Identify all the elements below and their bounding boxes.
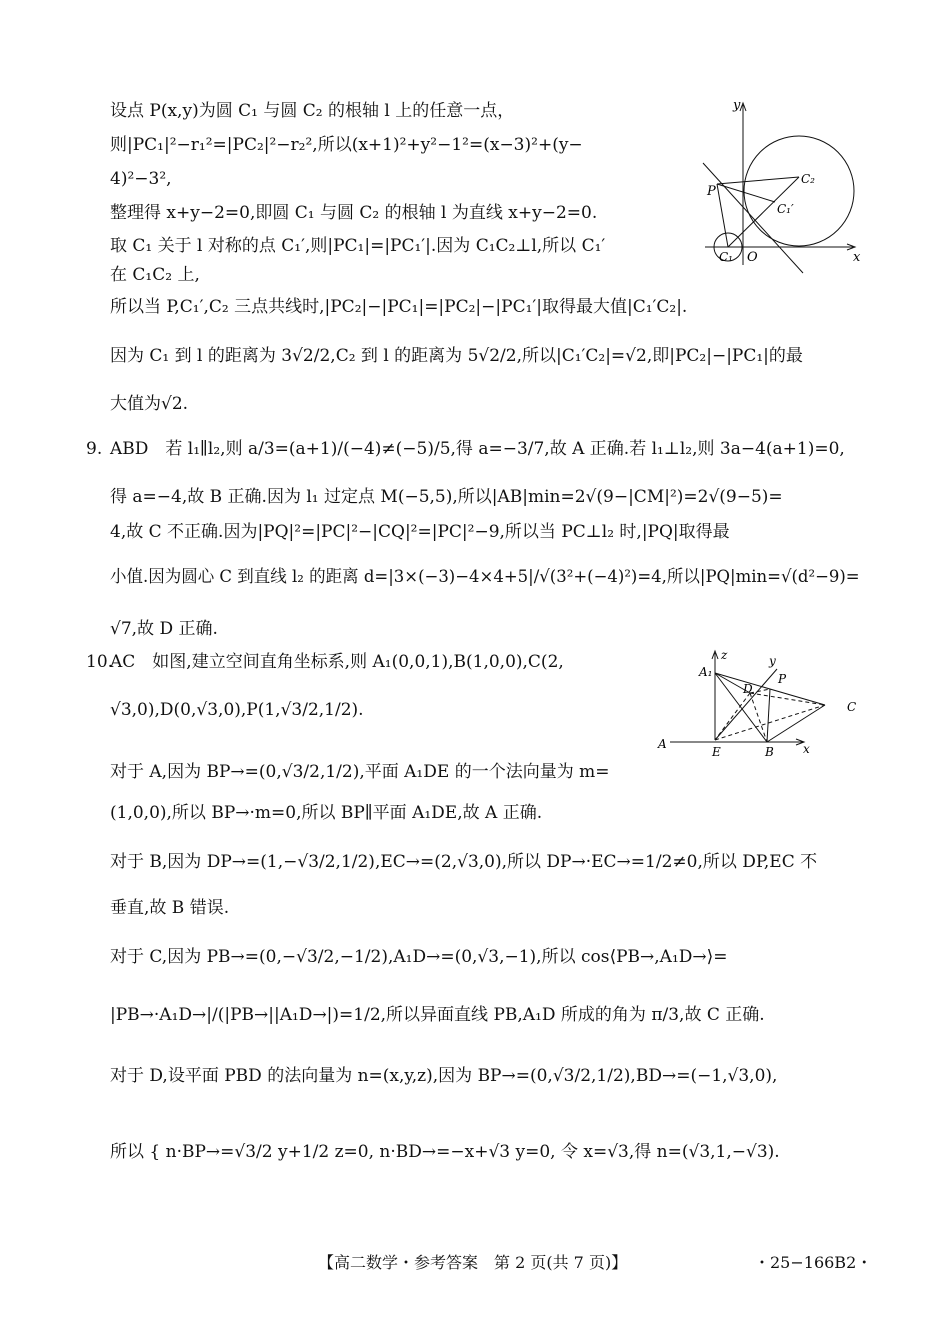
segment-ec	[715, 705, 825, 740]
s8-line-1: 设点 P(x,y)为圆 C₁ 与圆 C₂ 的根轴 l 上的任意一点，	[110, 101, 515, 121]
segment-pc2	[717, 177, 799, 184]
s9-line-1: ABD 若 l₁∥l₂,则 a/3=(a+1)/(−4)≠(−5)/5,得 a=−3/7,故 A 正确.若 l₁⊥l₂,则 3a−4(a+1)=0,	[110, 439, 845, 459]
fig1-label-o: O	[747, 250, 758, 265]
s8-line-2: 则|PC₁|²−r₁²=|PC₂|²−r₂²,所以(x+1)²+y²−1²=(x−3)²+(y−	[110, 135, 583, 155]
s9-line-4: 小值.因为圆心 C 到直线 l₂ 的距离 d=|3×(−3)−4×4+5|/√(3²+(−4)²)=4,所以|PQ|min=√(d²−9)=	[110, 567, 860, 587]
fig2-label-a: A	[658, 737, 667, 751]
s10-number: 10.	[86, 652, 114, 672]
s8-line-9: 大值为√2.	[110, 394, 189, 414]
s10-line-7: 对于 C,因为 PB→=(0,−√3/2,−1/2),A₁D→=(0,√3,−1),所以 cos⟨PB→,A₁D→⟩=	[110, 947, 728, 967]
segment-dp	[750, 689, 770, 693]
fig2-label-y: y	[769, 654, 776, 668]
segment-dc	[750, 693, 825, 705]
fig2-label-p: P	[778, 672, 787, 686]
s9-line-2: 得 a=−4,故 B 正确.因为 l₁ 过定点 M(−5,5),所以|AB|min=2√(9−|CM|²)=2√(9−5)=	[110, 487, 783, 507]
fig1-label-x: x	[853, 250, 861, 265]
s8-line-5: 取 C₁ 关于 l 对称的点 C₁′,则|PC₁|=|PC₁′|.因为 C₁C₂⊥l,所以 C₁′	[110, 236, 606, 256]
s8-line-6: 在 C₁C₂ 上,	[110, 265, 200, 285]
radical-axis-figure	[695, 95, 870, 275]
segment-de	[715, 693, 750, 740]
fig2-label-x: x	[803, 742, 810, 756]
fig2-label-a1: A₁	[699, 665, 713, 679]
s9-number: 9.	[86, 439, 103, 459]
fig1-label-c1p: C₁′	[777, 202, 794, 216]
s10-line-1: AC 如图,建立空间直角坐标系,则 A₁(0,0,1),B(1,0,0),C(2,	[110, 652, 564, 672]
s9-line-5: √7,故 D 正确.	[110, 619, 218, 639]
s10-line-8: |PB→·A₁D→|/(|PB→||A₁D→|)=1/2,所以异面直线 PB,A₁D 所成的角为 π/3,故 C 正确.	[110, 1005, 765, 1025]
s10-line-6: 垂直,故 B 错误.	[110, 898, 230, 918]
s10-line-2: √3,0),D(0,√3,0),P(1,√3/2,1/2).	[110, 700, 364, 720]
s10-line-3: 对于 A,因为 BP→=(0,√3/2,1/2),平面 A₁DE 的一个法向量为 m=	[110, 762, 610, 782]
segment-bc	[767, 705, 825, 742]
fig1-label-p: P	[707, 184, 716, 199]
s10-line-5: 对于 B,因为 DP→=(1,−√3/2,1/2),EC→=(2,√3,0),所以 DP→·EC→=1/2≠0,所以 DP,EC 不	[110, 852, 818, 872]
fig1-label-c2: C₂	[801, 172, 815, 186]
s8-line-3: 4)²−3²,	[110, 169, 172, 189]
fig1-label-y: y	[733, 98, 741, 113]
segment-pc1	[717, 184, 728, 247]
segment-db	[750, 693, 767, 742]
s8-line-7: 所以当 P,C₁′,C₂ 三点共线时,|PC₂|−|PC₁|=|PC₂|−|PC₁′|取得最大值|C₁′C₂|.	[110, 297, 688, 317]
footer-code: ・25−166B2・	[754, 1253, 873, 1272]
fig2-label-d: D	[743, 682, 753, 696]
segment-pc1p	[717, 184, 775, 202]
s9-line-3: 4,故 C 不正确.因为|PQ|²=|PC|²−|CQ|²=|PC|²−9,所以当 PC⊥l₂ 时,|PQ|取得最	[110, 522, 730, 542]
footer-page-info: 【高二数学・参考答案 第 2 页(共 7 页)】	[318, 1253, 628, 1272]
space-coordinate-figure	[655, 645, 865, 763]
fig1-label-c1: C₁	[719, 250, 733, 264]
fig2-label-e: E	[712, 745, 721, 759]
segment-pb	[767, 689, 770, 742]
s10-line-10: 所以 { n·BP→=√3/2 y+1/2 z=0, n·BD→=−x+√3 y=0, 令 x=√3,得 n=(√3,1,−√3).	[110, 1142, 780, 1162]
s8-line-8: 因为 C₁ 到 l 的距离为 3√2/2,C₂ 到 l 的距离为 5√2/2,所以|C₁′C₂|=√2,即|PC₂|−|PC₁|的最	[110, 346, 803, 366]
s10-line-9: 对于 D,设平面 PBD 的法向量为 n=(x,y,z),因为 BP→=(0,√3/2,1/2),BD→=(−1,√3,0),	[110, 1066, 778, 1086]
s8-line-4: 整理得 x+y−2=0,即圆 C₁ 与圆 C₂ 的根轴 l 为直线 x+y−2=0.	[110, 203, 598, 223]
circle-c2	[744, 136, 854, 246]
s10-line-4: (1,0,0),所以 BP→·m=0,所以 BP∥平面 A₁DE,故 A 正确.	[110, 803, 543, 823]
fig2-label-z: z	[721, 648, 728, 662]
fig2-label-c: C	[847, 700, 857, 714]
fig2-label-b: B	[765, 745, 774, 759]
